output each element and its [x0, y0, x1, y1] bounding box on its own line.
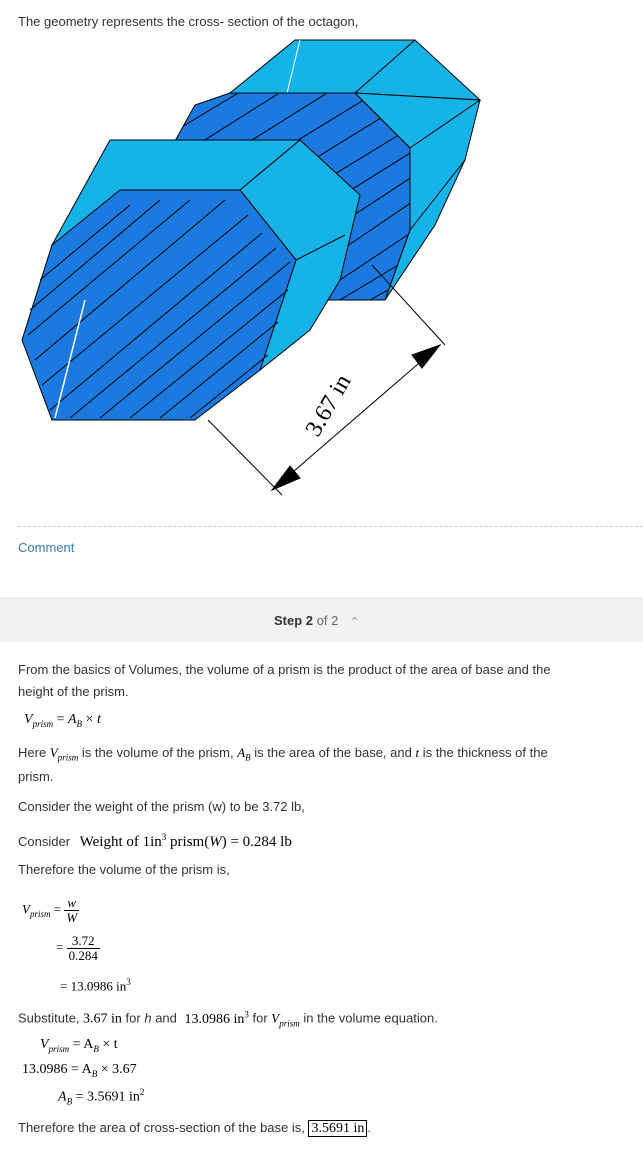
eq2-line-2: $13.0986 = A_B \times 3.67$ [22, 1062, 137, 1079]
para-substitute: Substitute, 3.67 in for h and 13.0986 $in^3$ for $V_{prism}$ in the volume equation. [18, 1009, 438, 1029]
final-answer-box: 3.5691 in [308, 1120, 367, 1137]
calc-line-2: = $\frac{3.72}{0.284}$ [56, 933, 98, 963]
step-total: of 2 [316, 613, 339, 628]
octagonal-prism-figure [0, 0, 643, 510]
calc-line-1: $V_{prism}$ = $\frac{w}{W}$ [22, 895, 78, 925]
para-consider: Consider Weight of $1in^3$ prism(W) = 0.284 lb [18, 832, 292, 850]
chevron-up-icon[interactable]: ⌃ [349, 616, 360, 628]
para-therefore-volume: Therefore the volume of the prism is, [18, 862, 230, 877]
calc-line-3: = 13.0986 $in^3$ [60, 977, 131, 994]
equation-volume: $V_{prism} = A_B \times t$ [24, 712, 101, 729]
eq2-line-3: $A_B = 3.5691$ $in^2$ [58, 1087, 145, 1107]
step-header[interactable] [0, 598, 643, 642]
para-basics-2: height of the prism. [18, 684, 129, 699]
eq2-line-1: $V_{prism} = A_B \times t$ [40, 1037, 118, 1054]
step-number: Step 2 [274, 613, 314, 628]
para-here: Here $V_{prism}$ is the volume of the prism, $A_B$ is the area of the base, and t is the thickness of the [18, 745, 548, 763]
para-here-2: prism. [18, 769, 54, 784]
dimension-label: 3.67 in [300, 370, 357, 441]
section-divider [18, 526, 643, 527]
para-weight: Consider the weight of the prism (w) to be 3.72 lb, [18, 799, 305, 814]
back-top-face [230, 40, 480, 100]
para-final: Therefore the area of cross-section of the base is, 3.5691 in . [18, 1120, 371, 1136]
step-toggle[interactable] [274, 613, 359, 628]
comment-link[interactable]: Comment [18, 540, 75, 555]
intro-text: The geometry represents the cross- section of the octagon, [18, 14, 359, 29]
para-basics-1: From the basics of Volumes, the volume of a prism is the product of the area of base and the [18, 662, 551, 677]
